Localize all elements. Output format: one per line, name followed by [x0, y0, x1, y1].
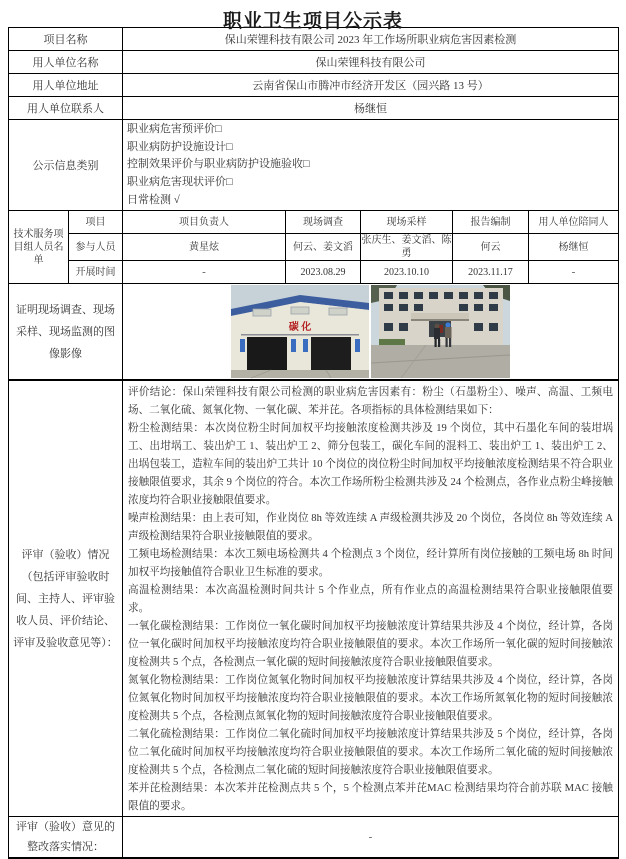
schedule-label: 开展时间 — [69, 261, 123, 284]
photos-container — [123, 285, 618, 378]
checkbox-option-control-effect: 控制效果评价与职业病防护设施验收□ — [127, 158, 310, 171]
review-paragraph-so2: 二氧化硫检测结果：工作岗位二氧化硫时间加权平均接触浓度计算结果共涉及 5 个岗位，经计算，各岗位二氧化硫时间加权平均接触浓度均符合职业接触限值的要求。本次工作场所二氧化硫的短时间接触浓度检测共 5 个点，各检测点二氧化硫的短时间接触浓度符合职业接触限值要求。 — [128, 729, 614, 777]
review-paragraph-bap: 苯并芘检测结果：本次苯并芘检测点共 5 个，5 个检测点苯并芘MAC 检测结果均符合前苏联 MAC 接触限值的要求。 — [128, 783, 614, 813]
employer-name-label: 用人单位名称 — [9, 51, 123, 74]
review-section-label: 评审（验收）情况（包括评审验收时间、主持人、评审验收人员、评价结论、评审及验收意见等）： — [9, 380, 123, 817]
participants-survey: 何云、姜文滔 — [286, 234, 361, 261]
project-name-value: 保山荣锂科技有限公司 2023 年工作场所职业病危害因素检测 — [123, 28, 619, 51]
participants-sampling: 张庆生、姜文滔、陈勇 — [361, 235, 452, 260]
review-paragraph-co: 一氧化碳检测结果：工作岗位一氧化碳时间加权平均接触浓度计算结果共涉及 4 个岗位，经计算，各岗位一氧化碳时间加权平均接触浓度均符合职业接触限值的要求。本次工作场所一氧化碳的短时间接触浓度检测共 5 个点，各检测点一氧化碳的短时间接触浓度符合职业接触限值要求。 — [128, 621, 614, 669]
team-header-site-sampling: 现场采样 — [361, 211, 453, 234]
review-paragraph-power-frequency: 工频电场检测结果：本次工频电场检测共 4 个检测点 3 个岗位，经计算所有岗位接触的工频电场 8h 时间加权平均接触值符合职业卫生标准的要求。 — [128, 549, 614, 579]
schedule-survey-date: 2023.08.29 — [286, 261, 361, 284]
evidence-photos-cell — [123, 284, 619, 381]
participants-report: 何云 — [453, 234, 529, 261]
employer-address-value: 云南省保山市腾冲市经济开发区（园兴路 13 号） — [123, 74, 619, 97]
checkbox-option-status-evaluation: 职业病危害现状评价□ — [127, 176, 233, 189]
employer-address-label: 用人单位地址 — [9, 74, 123, 97]
employer-name-value: 保山荣锂科技有限公司 — [123, 51, 619, 74]
table-row — [9, 261, 619, 284]
checkbox-option-pre-evaluation: 职业病危害预评价□ — [127, 123, 222, 135]
participants-leader: 黄星炫 — [123, 234, 286, 261]
publicity-category-label: 公示信息类别 — [9, 120, 123, 211]
review-content-cell — [123, 380, 619, 817]
table-row — [9, 120, 619, 211]
team-header-site-survey: 现场调查 — [286, 211, 361, 234]
employer-contact-value: 杨继恒 — [123, 97, 619, 120]
review-paragraph-noise: 噪声检测结果：由上表可知，作业岗位 8h 等效连续 A 声级检测共涉及 20 个岗位，各岗位 8h 等效连续 A 声级检测结果符合职业接触限值的要求。 — [128, 513, 614, 543]
review-paragraph-dust: 粉尘检测结果：本次岗位粉尘时间加权平均接触浓度检测共涉及 19 个岗位，其中石墨化车间的装坩埚工、出坩埚工、装出炉工 1、装出炉工 2、筛分包装工，碳化车间的混料工、装出炉工 1、装出炉工 2、出埚包装工，造粒车间的装出炉工共计 10 个岗位的岗位粉尘时间加权平均接触浓度检测结果不符合职业接触限值要求，其余 9 个岗位的符合。本次工作场所粉尘检测共涉及 24 个检测点，各作业点粉尘峰接触浓度均符合职业接触限值要求。 — [128, 423, 614, 507]
team-header-item: 项目 — [69, 211, 123, 234]
checkbox-option-facility-design: 职业病防护设施设计□ — [127, 140, 233, 153]
schedule-report-date: 2023.11.17 — [453, 261, 529, 284]
review-paragraph-conclusion: 评价结论：保山荣锂科技有限公司检测的职业病危害因素有：粉尘（石墨粉尘）、噪声、高温、工频电场、二氧化硫、氮氧化物、一氧化碳、苯并芘。各项指标的具体检测结果如下： — [128, 387, 614, 417]
table-row — [9, 74, 619, 97]
participants-escort: 杨继恒 — [529, 234, 619, 261]
team-header-escort: 用人单位陪同人 — [529, 211, 619, 234]
schedule-escort-date: - — [529, 261, 619, 284]
review-paragraph-nox: 氮氧化物检测结果：工作岗位氮氧化物时间加权平均接触浓度计算结果共涉及 4 个岗位，经计算，各岗位氮氧化物时间加权平均接触浓度均符合职业接触限值的要求。本次工作场所氮氧化物的短时间接触浓度检测共 5 个点，各检测点氮氧化物的短时间接触浓度符合职业接触限值要求。 — [128, 675, 614, 723]
team-header-report: 报告编制 — [453, 211, 529, 234]
participants-label: 参与人员 — [69, 234, 123, 261]
table-row — [9, 380, 619, 817]
page-title: 职业卫生项目公示表 — [222, 11, 403, 32]
table-row — [9, 817, 619, 859]
table-row — [9, 234, 619, 261]
table-row — [9, 284, 619, 381]
team-header-project-leader: 项目负责人 — [123, 211, 286, 234]
table-row — [9, 51, 619, 74]
team-section-label: 技术服务项目组人员名单 — [9, 211, 69, 284]
table-row — [9, 28, 619, 51]
factory-photo — [231, 285, 369, 378]
factory-sign-text: 碳 化 — [288, 322, 312, 334]
publicity-options-cell — [123, 120, 619, 211]
checkbox-option-daily-detection-checked: 日常检测 √ — [127, 193, 180, 206]
evidence-label: 证明现场调查、现场采样、现场监测的图像影像 — [9, 284, 123, 381]
building-photo — [371, 285, 510, 378]
review-paragraph-heat: 高温检测结果：本次高温检测时间共计 5 个作业点，所有作业点的高温检测结果符合职业接触限值要求。 — [128, 585, 614, 615]
table-row — [9, 97, 619, 120]
schedule-sampling-date: 2023.10.10 — [361, 261, 453, 284]
publicity-form-table — [8, 27, 619, 859]
table-row — [9, 211, 619, 234]
rectification-value: - — [123, 817, 619, 859]
schedule-leader-date: - — [123, 261, 286, 284]
rectification-label: 评审（验收）意见的整改落实情况： — [9, 817, 123, 859]
project-name-label: 项目名称 — [9, 28, 123, 51]
employer-contact-label: 用人单位联系人 — [9, 97, 123, 120]
